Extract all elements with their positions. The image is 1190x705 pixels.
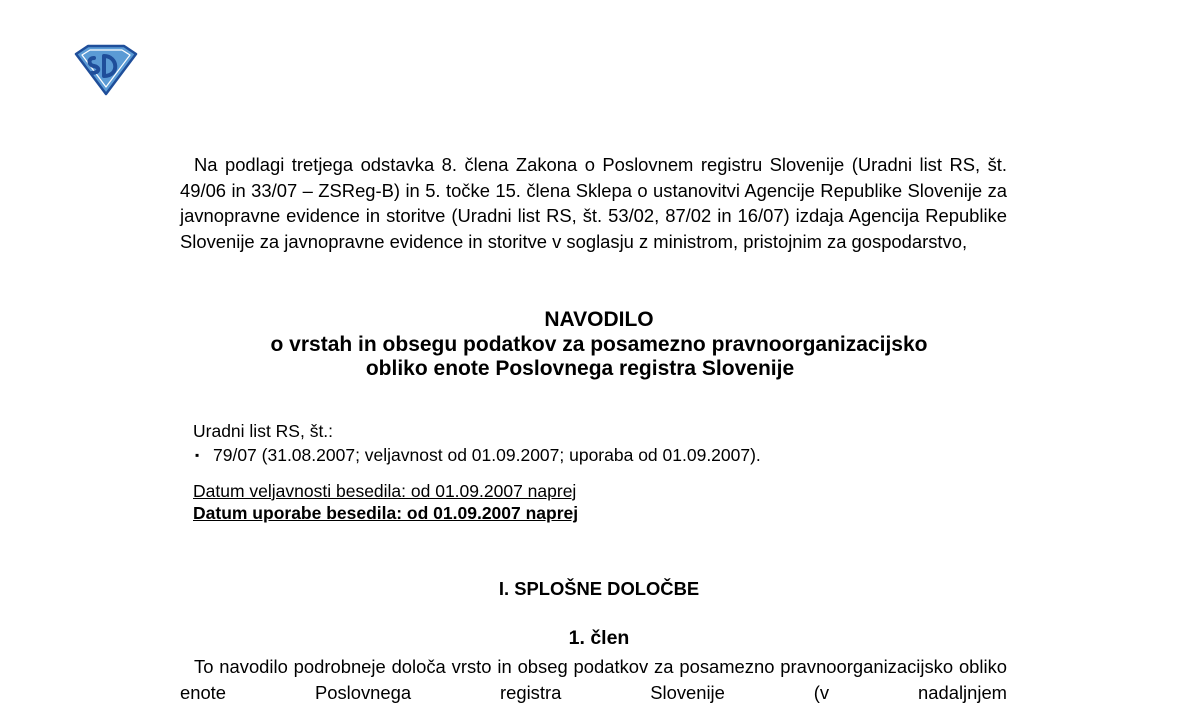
bullet-icon: ▪ <box>195 448 200 462</box>
sd-logo-icon <box>70 44 142 98</box>
title-line-3: obliko enote Poslovnega registra Slovenije <box>365 357 795 380</box>
gazette-entry <box>193 443 761 467</box>
gazette-reference <box>193 419 761 467</box>
section-heading: I. SPLOŠNE DOLOČBE <box>498 578 700 599</box>
document-title <box>180 308 1018 382</box>
gazette-entry-text: 79/07 (31.08.2007; veljavnost od 01.09.2007; uporaba od 01.09.2007). <box>213 445 761 465</box>
validity-dates <box>193 480 578 524</box>
validity-date-link[interactable]: Datum veljavnosti besedila: od 01.09.2007 naprej <box>193 481 577 501</box>
intro-paragraph: Na podlagi tretjega odstavka 8. člena Zakona o Poslovnem registru Slovenije (Uradni list RS, št. 49/06 in 33/07 – ZSReg-B) in 5. točke 15. člena Sklepa o ustanovitvi Agencije Republike Slovenije za javnopravne evidence in storitve (Uradni list RS, št. 53/02, 87/02 in 16/07) izdaja Agencija Republike Slovenije za javnopravne evidence in storitve v soglasju z ministrom, pristojnim za gospodarstvo, <box>180 154 1007 252</box>
usage-date-link[interactable]: Datum uporabe besedila: od 01.09.2007 naprej <box>193 503 579 523</box>
gazette-label: Uradni list RS, št.: <box>193 421 334 441</box>
article-paragraph: To navodilo podrobneje določa vrsto in obseg podatkov za posamezno pravnoorganizacijsko obliko enote Poslovnega registra Slovenije (v nadaljnjem <box>180 656 1007 703</box>
title-line-1: NAVODILO <box>544 308 654 331</box>
article-heading: 1. člen <box>568 627 630 649</box>
title-line-2: o vrstah in obsegu podatkov za posamezno pravnoorganizacijsko <box>270 332 928 356</box>
